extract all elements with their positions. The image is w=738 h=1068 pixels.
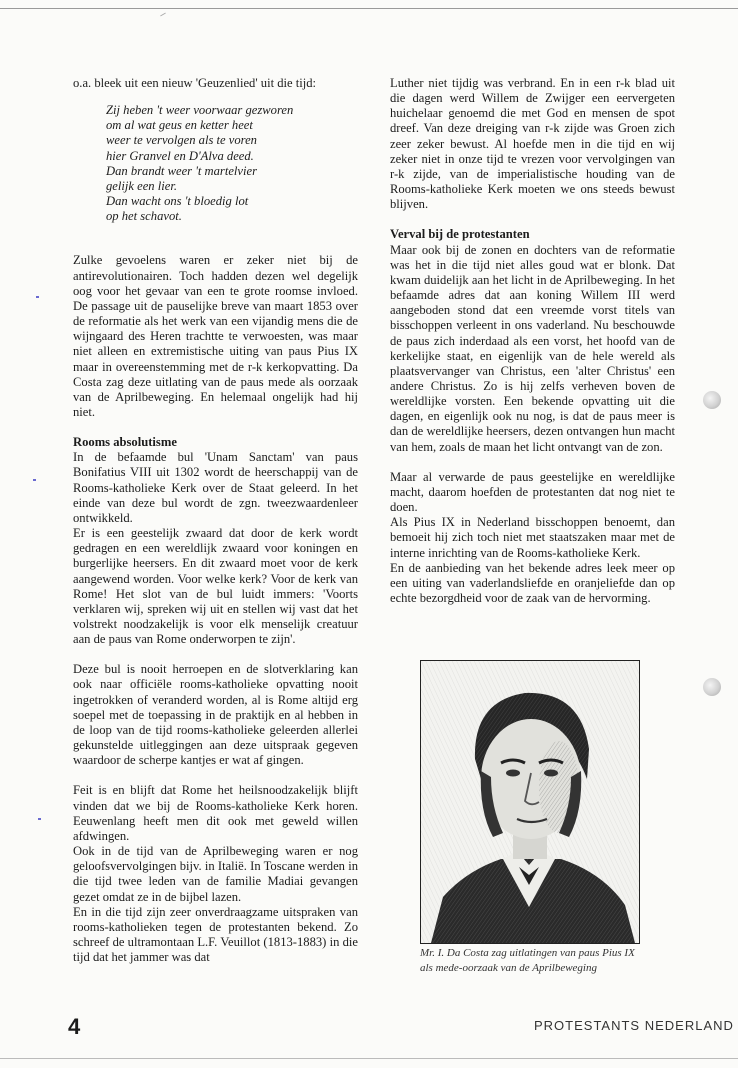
poem-line: Zij heben 't weer voorwaar gezworen	[106, 103, 294, 118]
portrait-image	[420, 660, 640, 944]
poem-line: Dan brandt weer 't martelvier	[106, 163, 258, 178]
intro-paragraph: o.a. bleek uit een nieuw 'Geuzenlied' uit die tijd:	[73, 76, 317, 90]
paragraph: Er is een geestelijk zwaard dat door de kerk wordt gedragen en een wereldlijk zwaard voor koningen en burgerlijke heersers. En dit zwaard moet voor de kerk aangewend worden. Voor welke kerk? Voor de kerk van Rome! Het slot van de bul luidt immers: 'Voorts verklaren wij, spreken wij uit en stellen wij vast dat het volstrekt noodzakelijk is voor elk menselijk creatuur aan de paus van Rome onderworpen te zijn'.	[73, 526, 358, 647]
binder-hole	[703, 391, 721, 409]
poem-line: Dan wacht ons 't bloedig lot	[106, 194, 249, 209]
section-heading: Rooms absolutisme	[73, 435, 177, 450]
paragraph: In de befaamde bul 'Unam Sanctam' van paus Bonifatius VIII uit 1302 wordt de heerschappij van de Rooms-katholieke Kerk over de Staat geleerd. In het einde van deze bul wordt de zgn. tweezwaardenleer ontwikkeld.	[73, 450, 358, 525]
paragraph: Zulke gevoelens waren er zeker niet bij de antirevolutionairen. Toch hadden dezen wel degelijk oog voor het gevaar van een te grote roomse invloed. De passage uit de pauselijke breve van maart 1853 over de reformatie als het werk van een vijandig mens die de wijngaard des Heren trachtte te verwoesten, was maar niet alleen en extremistische uiting van paus Pius IX maar in overeenstemming met de r-k kerkopvatting. Da Costa zag deze uitlating van de paus mede als oorzaak van de Aprilbeweging. En helemaal ongelijk had hij niet.	[73, 253, 358, 419]
scan-mark	[33, 479, 36, 481]
top-rule	[0, 8, 738, 9]
scan-mark	[160, 13, 166, 17]
poem-line: op het schavot.	[106, 209, 182, 224]
paragraph: Deze bul is nooit herroepen en de slotverklaring kan ook naar officiële rooms-katholieke opvatting nooit ingetrokken of veranderd worden, al is Rome altijd erg soepel met de toepassing in de praktijk en al hebben in de loop van de tijd rooms-katholieke geleerden allerlei gekunstelde uitleggingen aan deze uitspraak gegeven waardoor de scherpe kantjes er wat af gingen.	[73, 662, 358, 768]
paragraph: Als Pius IX in Nederland bisschoppen benoemt, dan bemoeit hij zich toch niet met staatszaken maar met de interne inrichting van de Rooms-katholieke Kerk.	[390, 515, 675, 560]
poem	[106, 103, 358, 224]
page-number: 4	[68, 1014, 81, 1039]
paragraph: Maar al verwarde de paus geestelijke en wereldlijke macht, daarom hoefden de protestanten dat nog niet te doen.	[390, 469, 675, 515]
paragraph: Feit is en blijft dat Rome het heilsnoodzakelijk blijft vinden dat we bij de Rooms-katholieke Kerk horen. Eeuwenlang heeft men dit ook met geweld willen afdwingen.	[73, 783, 358, 843]
poem-line: om al wat geus en ketter heet	[106, 118, 253, 133]
paragraph: Ook in de tijd van de Aprilbeweging waren er nog geloofsvervolgingen bijv. in Italië. In Toscane werden in die tijd twee leden van de familie Madiai gevangen gezet omdat ze in de bijbel lazen.	[73, 844, 358, 904]
right-column	[390, 76, 675, 606]
poem-line: gelijk een lier.	[106, 178, 177, 193]
figure-caption: Mr. I. Da Costa zag uitlatingen van paus Pius IX als mede-oorzaak van de Aprilbeweging	[420, 947, 635, 974]
paragraph: Maar ook bij de zonen en dochters van de reformatie was het in die tijd niet alles goud wat er blonk. Dat kwam duidelijk aan het licht in de Aprilbeweging. In het befaamde adres dat aan koning Willem III werd aangeboden stond dat een vreemde vorst titels van bisschoppen verleent in ons vaderland. Nu beschouwde de paus zich inderdaad als een vorst, het hoofd van de kerkelijke staat, en eigenlijk van de hele wereld als plaatsvervanger van Christus, een 'alter Christus' een andere Christus. Zo is hij zelfs verheven boven de wereldlijke vorsten. Een bekende opvatting uit die dagen, en eigenlijk ook nu nog, is dat de paus meer is dan de wereldlijke heersers, dezen ontvangen hun macht van hem, zoals de maan het licht ontvangt van de zon.	[390, 242, 675, 454]
poem-line: weer te vervolgen als te voren	[106, 133, 257, 148]
scan-mark	[36, 296, 39, 298]
scan-mark	[38, 818, 41, 820]
poem-line: hier Granvel en D'Alva deed.	[106, 148, 254, 163]
left-column	[73, 76, 358, 965]
paragraph: Luther niet tijdig was verbrand. En in een r-k blad uit die dagen werd Willem de Zwijger een eervergeten huichelaar genoemd die met God en mensen de spot dreef. Van deze dreiging van r-k zijde was Groen zich zeer zeker bewust. Al hoefde men in die tijd en wij zeker niet in onze tijd te vrezen voor vervolgingen van r-k zijde, van de imperialistische houding van de Rooms-katholieke Kerk moeten we ons steeds bewust blijven.	[390, 76, 675, 212]
binder-hole	[703, 678, 721, 696]
bottom-edge	[0, 1058, 738, 1059]
paragraph: En de aanbieding van het bekende adres leek meer op een uiting van vaderlandsliefde en oranjeliefde dan op echte bezorgdheid voor de zaak van de hervorming.	[390, 560, 675, 605]
section-heading: Verval bij de protestanten	[390, 227, 530, 242]
paragraph: En in die tijd zijn zeer onverdraagzame uitspraken van rooms-katholieken tegen de protestanten bekend. Zo schreef de ultramontaan L.F. Veuillot (1813-1883) in die tijd dat het jammer was dat	[73, 904, 358, 965]
running-title: PROTESTANTS NEDERLAND	[534, 1018, 734, 1033]
